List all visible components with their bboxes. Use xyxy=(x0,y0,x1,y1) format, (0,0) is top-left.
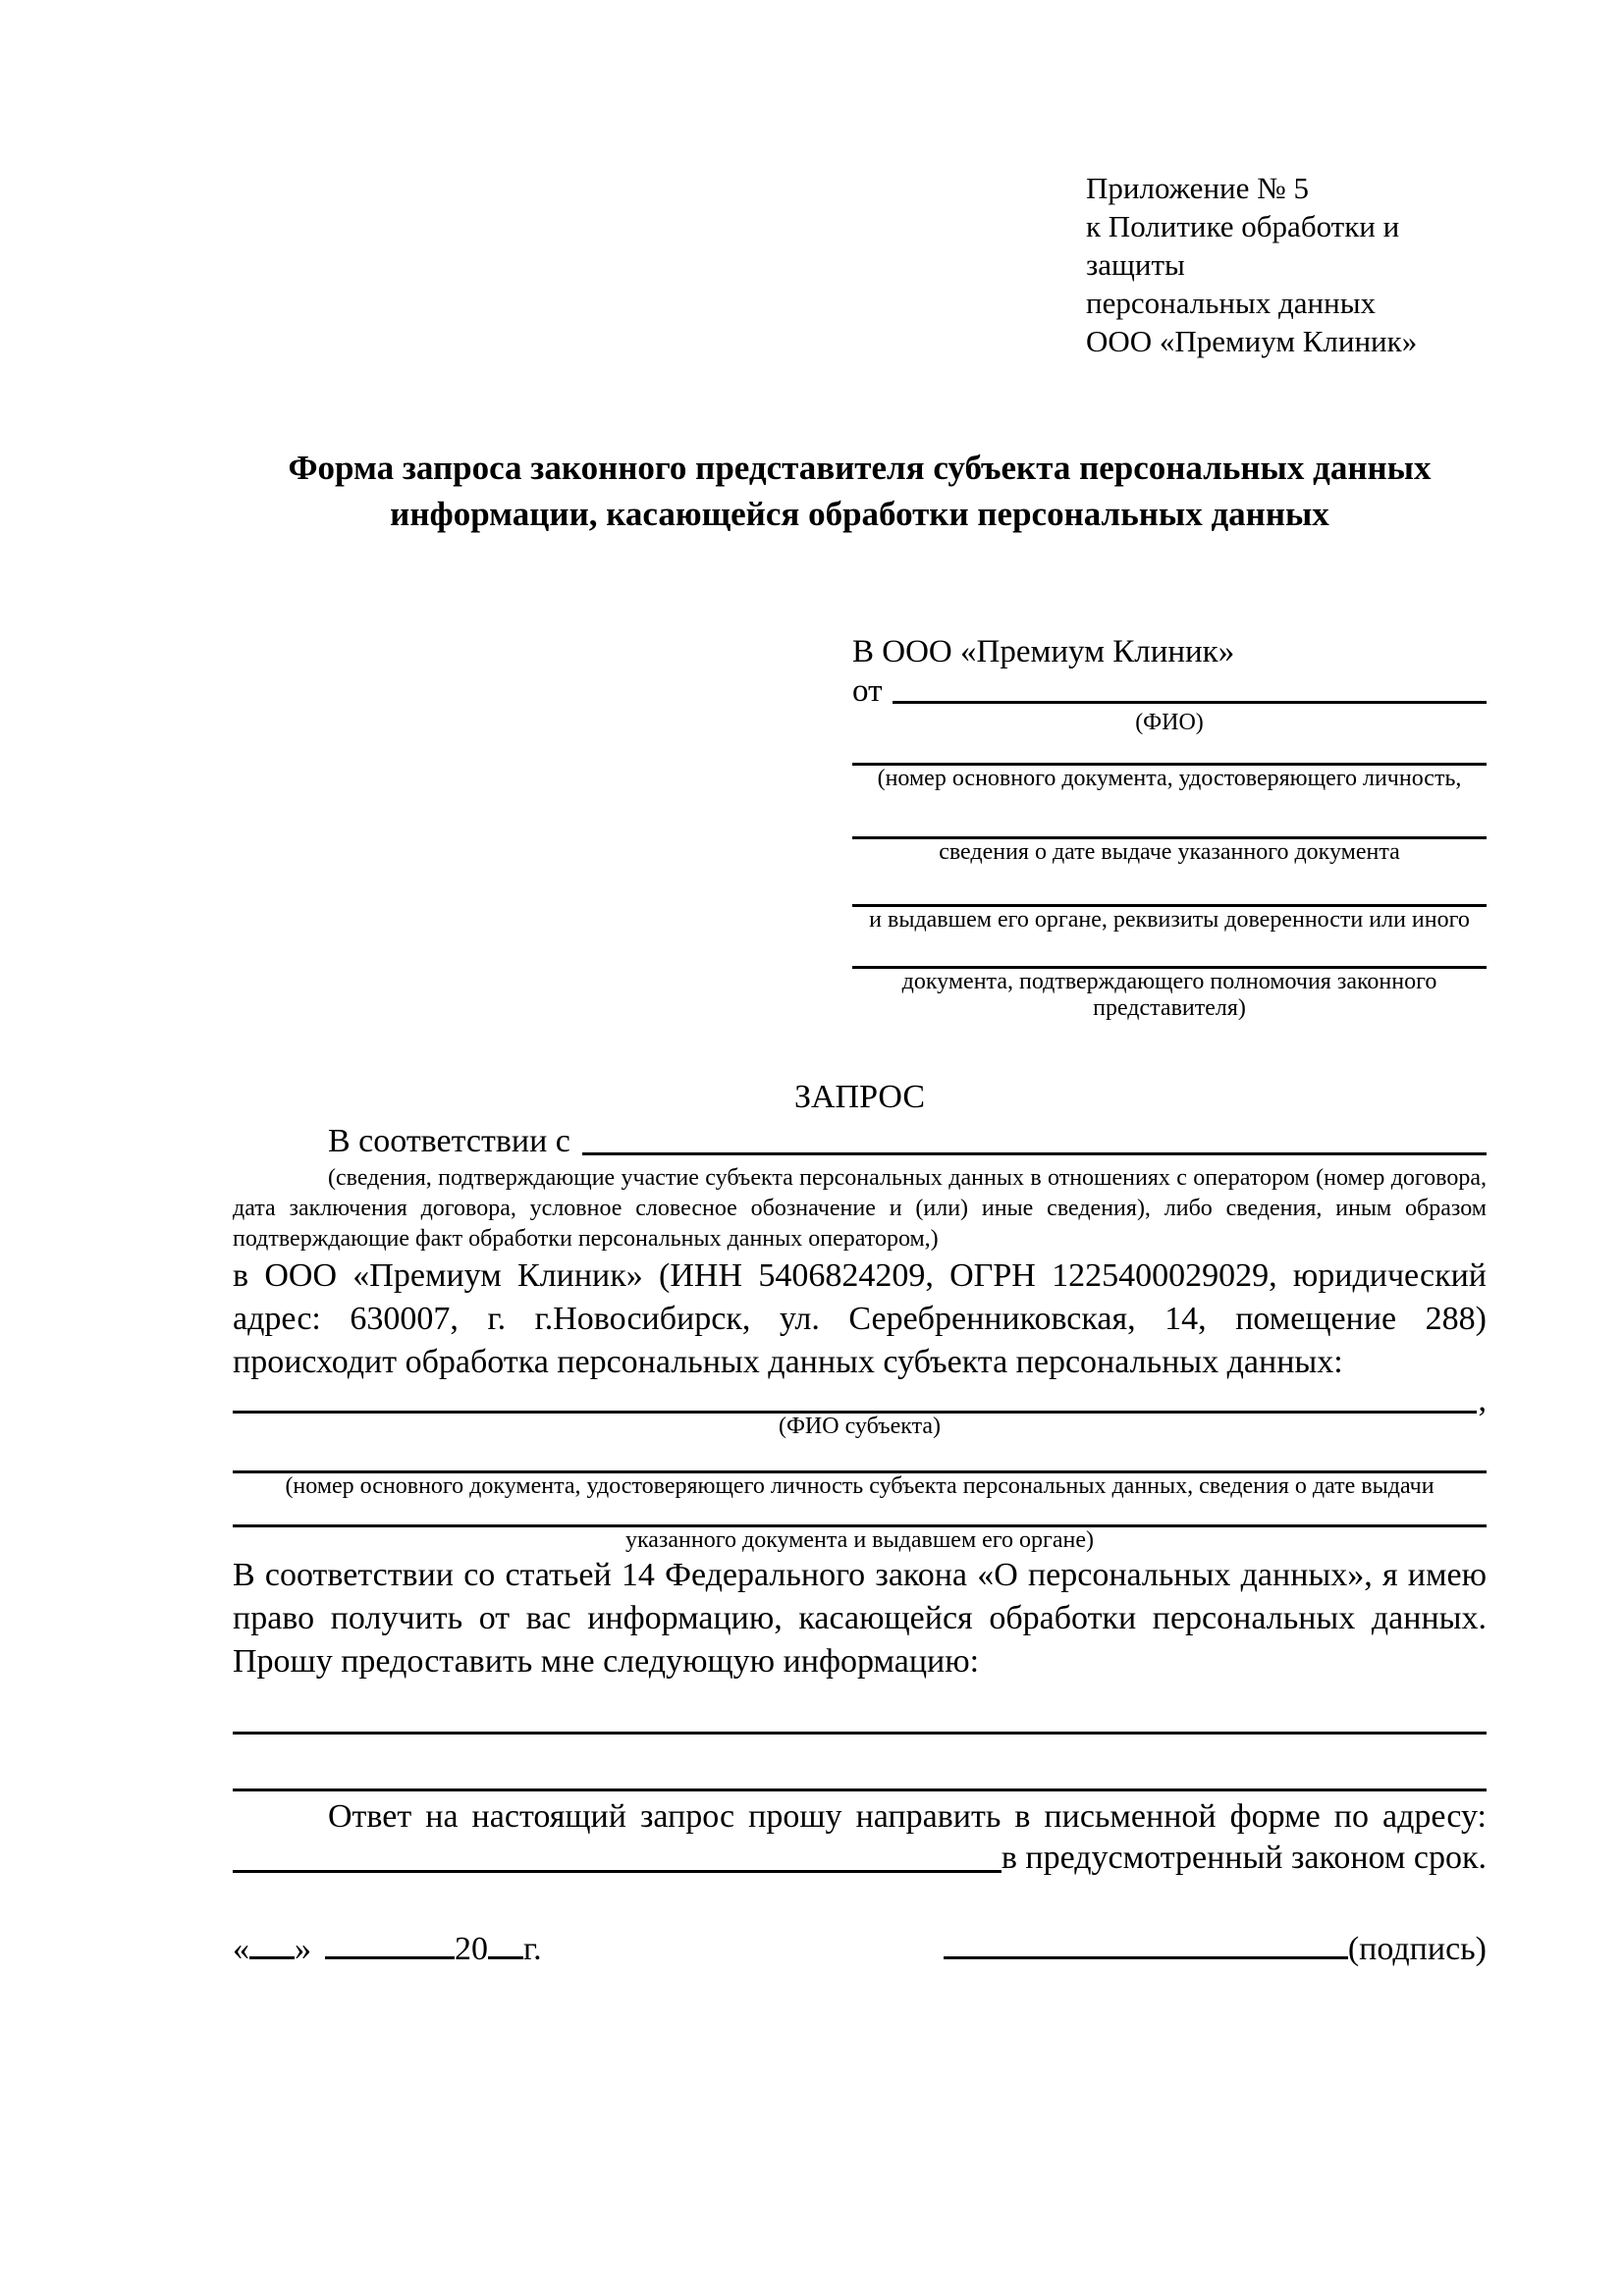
operator-paragraph: в ООО «Премиум Клиник» (ИНН 5406824209, ОГРН 1225400029029, юридический адрес: 630007, г. г.Новосибирск, ул. Серебренниковская, 14, помещение 288) происходит обработка персональных данных субъекта персональных данных: xyxy=(233,1257,1487,1380)
representative-doc-caption-1: (номер основного документа, удостоверяющего личность, xyxy=(877,766,1462,791)
reply-address-row xyxy=(233,1839,1487,1878)
representative-doc-caption-2: сведения о дате выдаче указанного документа xyxy=(939,839,1400,865)
representative-doc-field-3[interactable] xyxy=(852,866,1487,907)
requested-info-field-1[interactable] xyxy=(233,1683,1487,1735)
date-group xyxy=(233,1929,542,1970)
appendix-line-2: к Политике обработки и защиты xyxy=(1086,209,1400,282)
representative-doc-field-4[interactable] xyxy=(852,934,1487,969)
document-title xyxy=(233,445,1487,537)
from-label: от xyxy=(852,673,883,709)
subject-doc-caption-1: (номер основного документа, удостоверяющего личность субъекта персональных данных, сведения о дате выдачи xyxy=(285,1473,1435,1499)
date-year-prefix: 20 xyxy=(455,1931,488,1967)
signature-group xyxy=(944,1929,1487,1970)
subject-fio-comma: , xyxy=(1478,1382,1487,1418)
subject-fio-row xyxy=(233,1382,1487,1418)
appendix-line-4: ООО «Премиум Клиник» xyxy=(1086,324,1418,358)
signature-caption: (подпись) xyxy=(1347,1931,1487,1967)
representative-doc-field-1[interactable] xyxy=(852,736,1487,766)
subject-doc-caption-2: указанного документа и выдавшем его органе) xyxy=(624,1527,1095,1553)
date-signature-row xyxy=(233,1929,1487,1970)
title-line-1: Форма запроса законного представителя субъекта персональных данных xyxy=(288,449,1432,487)
subject-fio-caption: (ФИО субъекта) xyxy=(778,1414,942,1439)
representative-doc-caption-3: и выдавшем его органе, реквизиты доверенности или иного xyxy=(869,907,1470,933)
representative-doc-field-2[interactable] xyxy=(852,792,1487,839)
reply-tail: в предусмотренный законом срок. xyxy=(1001,1840,1487,1876)
date-year-suffix: г. xyxy=(523,1931,542,1967)
basis-caption: (сведения, подтверждающие участие субъекта персональных данных в отношениях с оператором (номер договора, дата заключения договора, условное словесное обозначение и (или) иные сведения), либо сведения, иным образом подтверждающие факт обработки персональных данных оператором,) xyxy=(233,1165,1487,1252)
title-line-2: информации, касающейся обработки персональных данных xyxy=(390,495,1329,533)
date-quote-open: « xyxy=(233,1931,249,1967)
date-day-field[interactable] xyxy=(249,1934,295,1959)
subject-doc-field-2[interactable] xyxy=(233,1500,1487,1527)
rights-paragraph: В соответствии со статьей 14 Федерального закона «О персональных данных», я имею право получить от вас информацию, касающейся обработки персональных данных. Прошу предоставить мне следующую информацию: xyxy=(233,1557,1487,1680)
representative-fio-caption: (ФИО) xyxy=(1135,710,1204,735)
basis-field[interactable] xyxy=(582,1152,1487,1155)
appendix-block xyxy=(1086,169,1487,360)
appendix-line-1: Приложение № 5 xyxy=(1086,171,1309,205)
request-heading: ЗАПРОС xyxy=(793,1079,926,1115)
representative-doc-caption-4: документа, подтверждающего полномочия законного представителя) xyxy=(901,969,1437,1021)
reply-address-field[interactable] xyxy=(233,1870,1001,1873)
appendix-line-3: персональных данных xyxy=(1086,286,1377,320)
basis-row xyxy=(233,1122,1487,1161)
subject-doc-field-1[interactable] xyxy=(233,1440,1487,1473)
date-quote-close: » xyxy=(295,1931,311,1967)
date-year-field[interactable] xyxy=(488,1934,523,1959)
addressee-to: В ООО «Премиум Клиник» xyxy=(852,634,1235,669)
requested-info-field-2[interactable] xyxy=(233,1735,1487,1791)
addressee-from-row xyxy=(852,672,1487,710)
addressee-block xyxy=(852,631,1487,1022)
reply-paragraph: Ответ на настоящий запрос прошу направить в письменной форме по адресу: xyxy=(328,1798,1487,1835)
representative-fio-field[interactable] xyxy=(893,701,1488,704)
date-month-field[interactable] xyxy=(325,1934,455,1959)
signature-field[interactable] xyxy=(944,1934,1348,1959)
basis-label: В соответствии с xyxy=(328,1123,570,1159)
